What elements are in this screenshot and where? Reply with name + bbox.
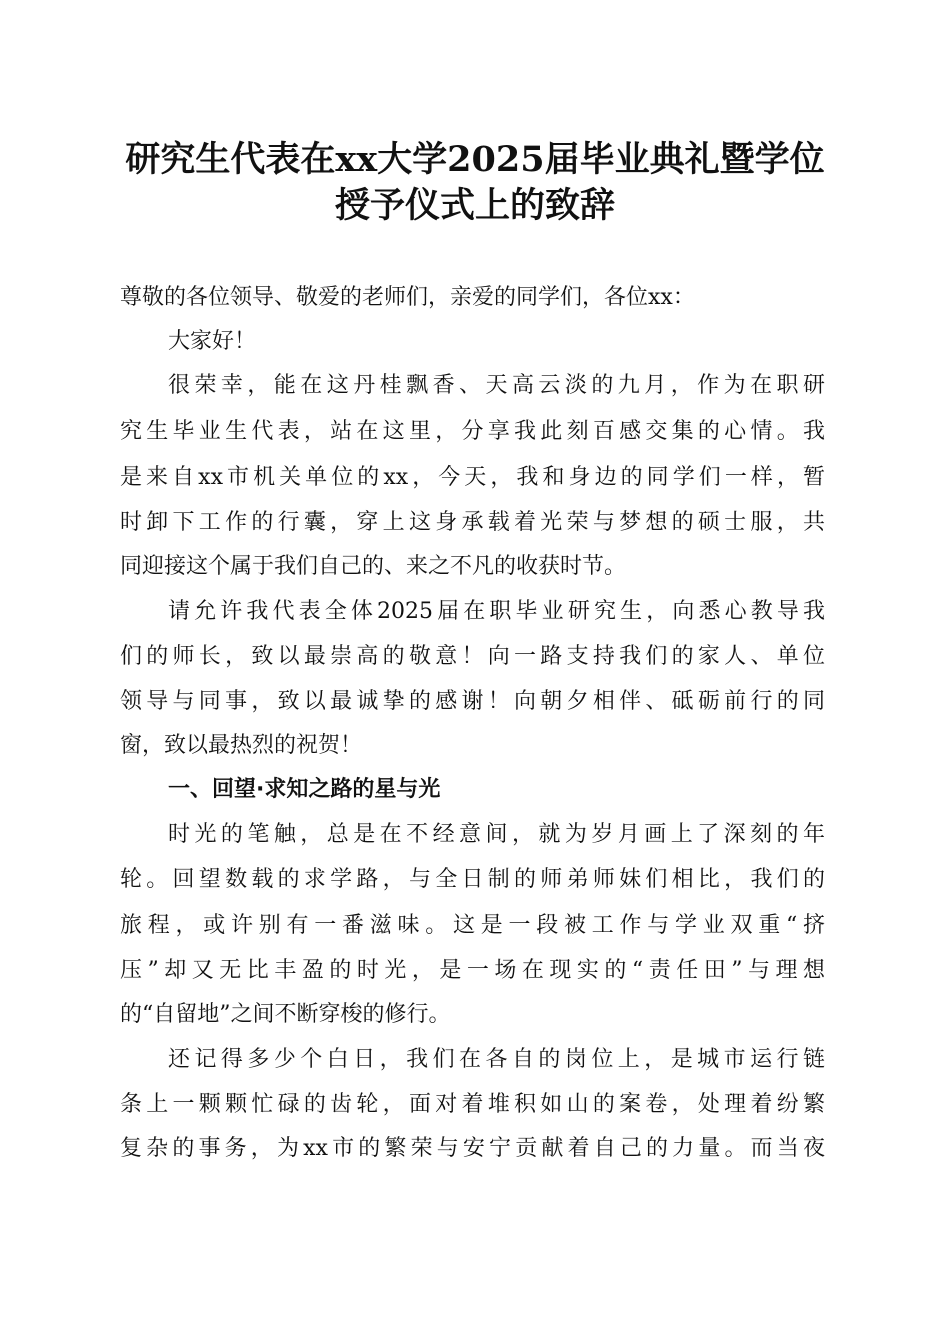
paragraph-3-line: 的“自留地”之间不断穿梭的修行。 (120, 1002, 451, 1027)
paragraph-2-line: 领导与同事，致以最诚挚的感谢！向朝夕相伴、砥砺前行的同 (120, 689, 825, 714)
paragraph-2-line: 请允许我代表全体2025届在职毕业研究生，向悉心教导我 (168, 599, 825, 624)
paragraph-1-line: 是来自xx市机关单位的xx，今天，我和身边的同学们一样，暂 (120, 465, 825, 490)
greeting: 大家好！ (168, 329, 257, 354)
paragraph-4-line: 还记得多少个白日，我们在各自的岗位上，是城市运行链 (168, 1047, 825, 1072)
paragraph-1-line: 时卸下工作的行囊，穿上这身承载着光荣与梦想的硕士服，共 (120, 510, 825, 535)
document-title-line-1: 研究生代表在xx大学2025届毕业典礼暨学位 (125, 139, 825, 180)
paragraph-2-line: 窗，致以最热烈的祝贺！ (120, 733, 363, 758)
paragraph-2-line: 们的师长，致以最崇高的敬意！向一路支持我们的家人、单位 (120, 644, 825, 669)
paragraph-1-line: 究生毕业生代表，站在这里，分享我此刻百感交集的心情。我 (120, 419, 825, 444)
paragraph-3-line: 时光的笔触，总是在不经意间，就为岁月画上了深刻的年 (168, 822, 825, 847)
document-title-line-2: 授予仪式上的致辞 (334, 185, 615, 226)
paragraph-3-line: 旅程，或许别有一番滋味。这是一段被工作与学业双重“挤 (120, 913, 825, 938)
paragraph-4-line: 条上一颗颗忙碌的齿轮，面对着堆积如山的案卷，处理着纷繁 (120, 1092, 825, 1117)
salutation: 尊敬的各位领导、敬爱的老师们，亲爱的同学们，各位xx： (120, 285, 695, 310)
paragraph-3-line: 压”却又无比丰盈的时光，是一场在现实的“责任田”与理想 (120, 958, 825, 983)
paragraph-1-line: 同迎接这个属于我们自己的、来之不凡的收获时节。 (120, 554, 627, 579)
paragraph-3-line: 轮。回望数载的求学路，与全日制的师弟师妹们相比，我们的 (120, 867, 825, 892)
section-heading: 一、回望·求知之路的星与光 (168, 777, 441, 802)
paragraph-4-line: 复杂的事务，为xx市的繁荣与安宁贡献着自己的力量。而当夜 (120, 1136, 825, 1161)
paragraph-1-line: 很荣幸，能在这丹桂飘香、天高云淡的九月，作为在职研 (168, 373, 825, 398)
